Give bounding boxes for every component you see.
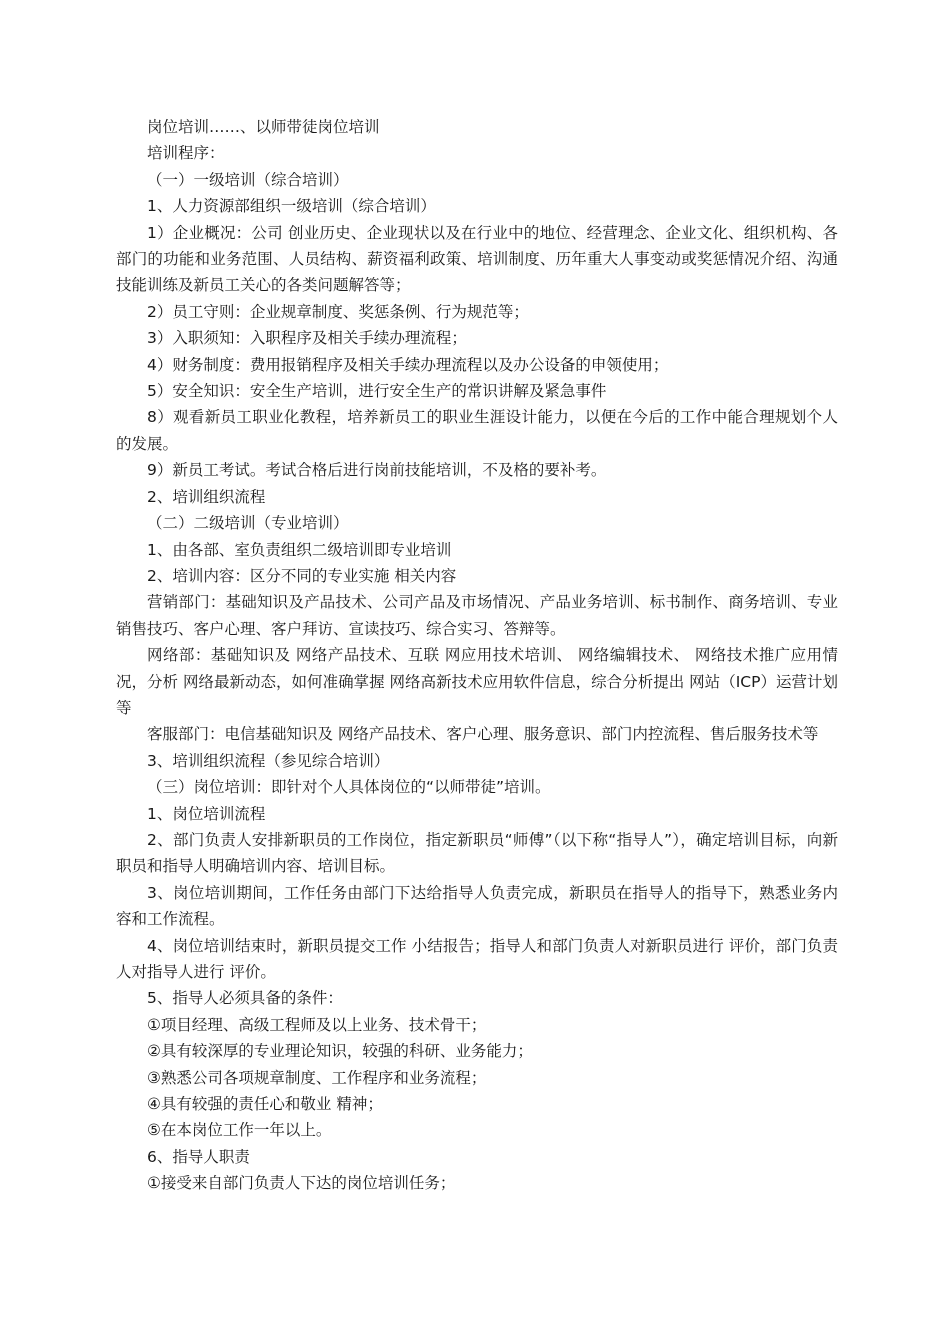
paragraph-line: 4、岗位培训结束时，新职员提交工作 小结报告；指导人和部门负责人对新职员进行 评价，部门负责人对指导人进行 评价。 <box>116 936 838 981</box>
list-item: ①接受来自部门负责人下达的岗位培训任务； <box>147 1174 456 1193</box>
section-heading: （三）岗位培训：即针对个人具体岗位的“以师带徒”培训。 <box>147 778 551 797</box>
paragraph-line: 2、部门负责人安排新职员的工作岗位，指定新职员“师傅”（以下称“指导人”），确定培训目标，向新职员和指导人明确培训内容、培训目标。 <box>116 830 838 876</box>
paragraph-line: 3、培训组织流程（参见综合培训） <box>147 751 390 770</box>
paragraph-line: 2、培训组织流程 <box>147 487 266 506</box>
paragraph-line: 6、指导人职责 <box>147 1147 250 1166</box>
list-item: ③熟悉公司各项规章制度、工作程序和业务流程； <box>147 1068 487 1087</box>
document-page <box>116 114 838 1197</box>
paragraph-line: 客服部门：电信基础知识及 网络产品技术、客户心理、服务意识、部门内控流程、售后服务技术等 <box>147 725 819 744</box>
paragraph-line: 5）安全知识：安全生产培训，进行安全生产的常识讲解及紧急事件 <box>147 382 607 401</box>
paragraph-line: 培训程序： <box>147 144 225 163</box>
paragraph-line: 1、岗位培训流程 <box>147 804 266 823</box>
section-heading: （二）二级培训（专业培训） <box>147 514 349 533</box>
paragraph-line: 9）新员工考试。考试合格后进行岗前技能培训，不及格的要补考。 <box>147 461 607 480</box>
paragraph-line: 网络部：基础知识及 网络产品技术、互联 网应用技术培训、 网络编辑技术、 网络技术推广应用情况，分析 网络最新动态，如何准确掌握 网络高新技术应用软件信息，综合分析提出 网站（ICP）运营计划等 <box>116 646 838 717</box>
list-item: ②具有较深厚的专业理论知识，较强的科研、业务能力； <box>147 1042 533 1061</box>
paragraph-line: 3、岗位培训期间，工作任务由部门下达给指导人负责完成，新职员在指导人的指导下，熟悉业务内容和工作流程。 <box>116 883 838 929</box>
list-item: ①项目经理、高级工程师及以上业务、技术骨干； <box>147 1015 487 1034</box>
paragraph-line: 营销部门：基础知识及产品技术、公司产品及市场情况、产品业务培训、标书制作、商务培训、专业销售技巧、客户心理、客户拜访、宣读技巧、综合实习、答辩等。 <box>116 593 838 638</box>
paragraph-line: 8）观看新员工职业化教程，培养新员工的职业生涯设计能力，以便在今后的工作中能合理规划个人的发展。 <box>116 408 838 453</box>
paragraph-line: 岗位培训……、以师带徒岗位培训 <box>147 118 380 136</box>
list-item: ④具有较强的责任心和敬业 精神； <box>147 1095 383 1114</box>
paragraph-line: 1）企业概况：公司 创业历史、企业现状以及在行业中的地位、经营理念、企业文化、组织机构、各部门的功能和业务范围、人员结构、薪资福利政策、培训制度、历年重大人事变动或奖惩情况介绍、沟通技能训练及新员工关心的各类问题解答等； <box>116 223 838 295</box>
paragraph-line: 4）财务制度：费用报销程序及相关手续办理流程以及办公设备的申领使用； <box>147 355 669 374</box>
paragraph-line: 3）入职须知：入职程序及相关手续办理流程； <box>147 329 467 348</box>
paragraph-line: 2、培训内容：区分不同的专业实施 相关内容 <box>147 566 457 585</box>
paragraph-line: 5、指导人必须具备的条件： <box>147 989 343 1008</box>
section-heading: （一）一级培训（综合培训） <box>147 170 349 189</box>
paragraph-line: 1、人力资源部组织一级培训（综合培训） <box>147 197 436 216</box>
list-item: ⑤在本岗位工作一年以上。 <box>147 1121 332 1140</box>
paragraph-line: 2）员工守则：企业规章制度、奖惩条例、行为规范等； <box>147 302 529 321</box>
paragraph-line: 1、由各部、室负责组织二级培训即专业培训 <box>147 540 452 559</box>
